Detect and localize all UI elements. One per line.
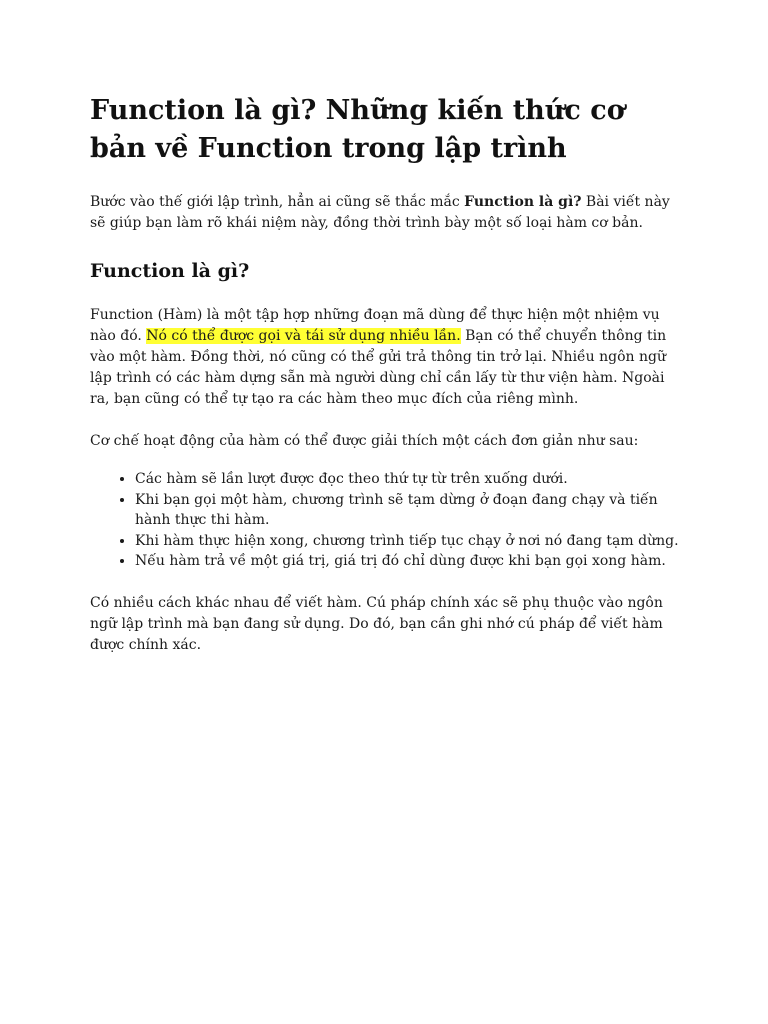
- page-title: Function là gì? Những kiến thức cơ bản về Function trong lập trình: [90, 95, 625, 164]
- intro-text-end: Bài viết này sẽ giúp bạn làm rõ khái niệm này, đồng thời trình bày một số loại hàm cơ bản.: [90, 194, 670, 231]
- list-item: • Khi bạn gọi một hàm, chương trình sẽ tạm dừng ở đoạn đang chạy và tiến hành thực thi hàm.: [135, 490, 680, 531]
- highlighted-text: Nó có thể được gọi và tái sử dụng nhiều lần.: [146, 328, 461, 344]
- mechanism-list: [90, 469, 680, 572]
- intro-bold-term: Function là gì?: [464, 194, 582, 210]
- definition-paragraph: [90, 305, 680, 410]
- definition-text-start: Function (Hàm) là một tập hợp những đoạn mã dùng để thực hiện một nhiệm vụ nào đó.: [90, 307, 660, 344]
- list-item: • Nếu hàm trả về một giá trị, giá trị đó chỉ dùng được khi bạn gọi xong hàm.: [135, 551, 680, 572]
- intro-paragraph: [90, 192, 680, 234]
- mechanism-intro: Cơ chế hoạt động của hàm có thể được giải thích một cách đơn giản như sau:: [90, 433, 639, 449]
- definition-text-end: Bạn có thể chuyển thông tin vào một hàm. Đồng thời, nó cũng có thể gửi trả thông tin trở lại. Nhiều ngôn ngữ lập trình có các hàm dựng sẵn mà người dùng chỉ cần lấy từ thư viện hàm. Ngoài ra, bạn cũng có thể tự tạo ra các hàm theo mục đích của riêng mình.: [90, 328, 667, 407]
- section-heading: Function là gì?: [90, 260, 250, 282]
- list-item: • Các hàm sẽ lần lượt được đọc theo thứ tự từ trên xuống dưới.: [135, 469, 680, 490]
- intro-text-start: Bước vào thế giới lập trình, hẳn ai cũng sẽ thắc mắc: [90, 194, 465, 210]
- list-item: • Khi hàm thực hiện xong, chương trình tiếp tục chạy ở nơi nó đang tạm dừng.: [135, 531, 680, 552]
- closing-paragraph: Có nhiều cách khác nhau để viết hàm. Cú pháp chính xác sẽ phụ thuộc vào ngôn ngữ lập trình mà bạn đang sử dụng. Do đó, bạn cần ghi nhớ cú pháp để viết hàm được chính xác.: [90, 594, 663, 653]
- document-page: [90, 92, 680, 656]
